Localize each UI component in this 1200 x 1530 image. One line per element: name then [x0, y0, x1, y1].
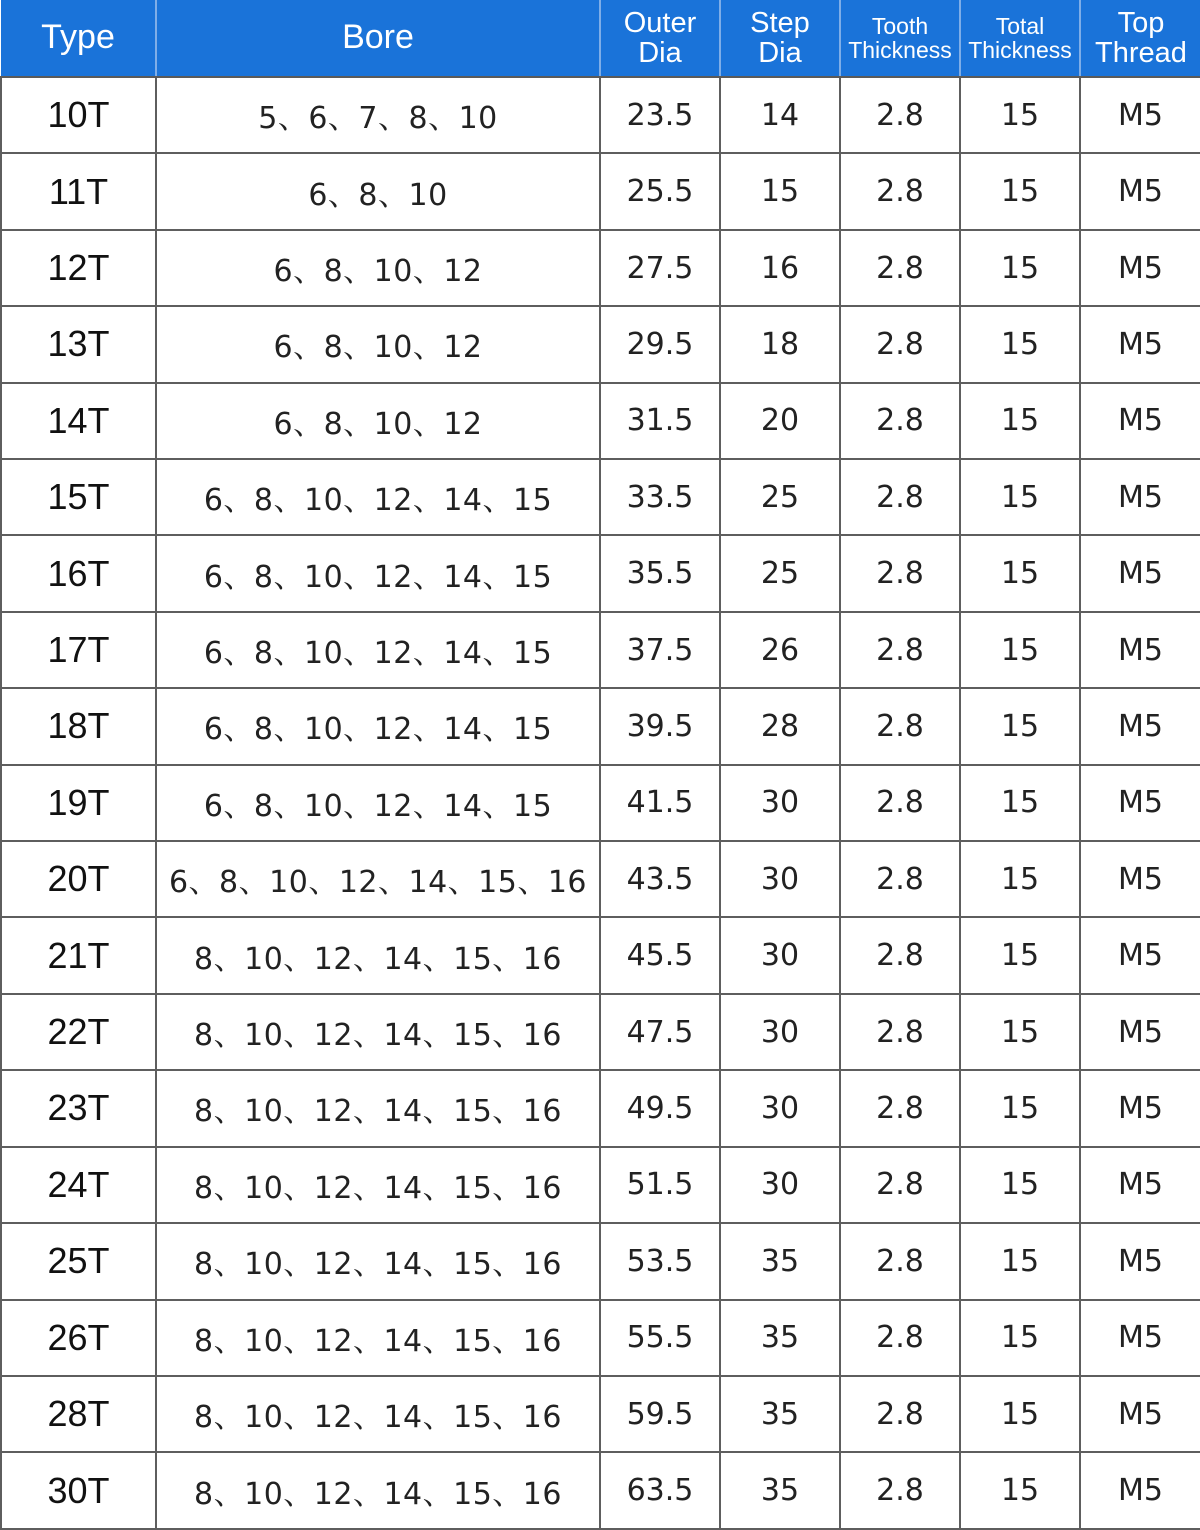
cell-bore: 8、10、12、14、15、16: [156, 1223, 600, 1299]
cell-tooth-thickness: 2.8: [840, 841, 960, 917]
table-row: [1, 459, 1200, 535]
cell-step-dia: 35: [720, 1300, 840, 1376]
header-step-dia: [720, 0, 840, 77]
cell-tooth-thickness: 2.8: [840, 688, 960, 764]
cell-top-thread: M5: [1080, 1300, 1200, 1376]
cell-type: 20T: [1, 841, 156, 917]
cell-type: 14T: [1, 383, 156, 459]
cell-total-thickness: 15: [960, 77, 1080, 153]
cell-type: 26T: [1, 1300, 156, 1376]
cell-bore: 6、8、10、12: [156, 306, 600, 382]
cell-bore: 8、10、12、14、15、16: [156, 1300, 600, 1376]
cell-tooth-thickness: 2.8: [840, 994, 960, 1070]
cell-type: 10T: [1, 77, 156, 153]
table-row: [1, 688, 1200, 764]
cell-step-dia: 14: [720, 77, 840, 153]
cell-type: 25T: [1, 1223, 156, 1299]
cell-total-thickness: 15: [960, 383, 1080, 459]
cell-outer-dia: 37.5: [600, 612, 720, 688]
cell-outer-dia: 63.5: [600, 1452, 720, 1529]
cell-bore: 6、8、10、12、14、15: [156, 535, 600, 611]
cell-outer-dia: 45.5: [600, 917, 720, 993]
header-step-dia-line-1: Step: [750, 6, 810, 39]
cell-step-dia: 16: [720, 230, 840, 306]
cell-outer-dia: 31.5: [600, 383, 720, 459]
cell-tooth-thickness: 2.8: [840, 1452, 960, 1529]
cell-tooth-thickness: 2.8: [840, 153, 960, 229]
cell-total-thickness: 15: [960, 841, 1080, 917]
cell-total-thickness: 15: [960, 1223, 1080, 1299]
cell-top-thread: M5: [1080, 1452, 1200, 1529]
cell-type: 12T: [1, 230, 156, 306]
header-top-thread-line-2: Thread: [1095, 37, 1187, 69]
cell-bore: 8、10、12、14、15、16: [156, 1452, 600, 1529]
cell-outer-dia: 47.5: [600, 994, 720, 1070]
cell-tooth-thickness: 2.8: [840, 917, 960, 993]
table-header: [1, 0, 1200, 77]
table-row: [1, 917, 1200, 993]
cell-total-thickness: 15: [960, 306, 1080, 382]
cell-outer-dia: 49.5: [600, 1070, 720, 1146]
cell-type: 15T: [1, 459, 156, 535]
cell-top-thread: M5: [1080, 230, 1200, 306]
cell-outer-dia: 29.5: [600, 306, 720, 382]
cell-type: 30T: [1, 1452, 156, 1529]
cell-top-thread: M5: [1080, 535, 1200, 611]
cell-total-thickness: 15: [960, 1300, 1080, 1376]
cell-type: 23T: [1, 1070, 156, 1146]
cell-top-thread: M5: [1080, 994, 1200, 1070]
cell-tooth-thickness: 2.8: [840, 535, 960, 611]
cell-top-thread: M5: [1080, 77, 1200, 153]
cell-type: 19T: [1, 765, 156, 841]
cell-top-thread: M5: [1080, 917, 1200, 993]
table-row: [1, 77, 1200, 153]
header-total-thickness-line-2: Thickness: [968, 37, 1072, 63]
cell-total-thickness: 15: [960, 1376, 1080, 1452]
table-row: [1, 383, 1200, 459]
cell-tooth-thickness: 2.8: [840, 1070, 960, 1146]
cell-top-thread: M5: [1080, 612, 1200, 688]
cell-bore: 8、10、12、14、15、16: [156, 994, 600, 1070]
cell-step-dia: 30: [720, 1070, 840, 1146]
cell-tooth-thickness: 2.8: [840, 77, 960, 153]
cell-outer-dia: 33.5: [600, 459, 720, 535]
table-row: [1, 535, 1200, 611]
header-bore-label: Bore: [342, 18, 414, 57]
header-tooth-thickness-line-2: Thickness: [848, 37, 952, 63]
cell-tooth-thickness: 2.8: [840, 612, 960, 688]
table-row: [1, 1147, 1200, 1223]
cell-bore: 6、8、10: [156, 153, 600, 229]
table-row: [1, 1070, 1200, 1146]
cell-outer-dia: 43.5: [600, 841, 720, 917]
cell-step-dia: 30: [720, 994, 840, 1070]
cell-top-thread: M5: [1080, 1376, 1200, 1452]
cell-total-thickness: 15: [960, 1147, 1080, 1223]
cell-outer-dia: 51.5: [600, 1147, 720, 1223]
cell-tooth-thickness: 2.8: [840, 765, 960, 841]
cell-total-thickness: 15: [960, 1452, 1080, 1529]
cell-type: 16T: [1, 535, 156, 611]
cell-tooth-thickness: 2.8: [840, 306, 960, 382]
cell-bore: 6、8、10、12: [156, 383, 600, 459]
cell-total-thickness: 15: [960, 994, 1080, 1070]
cell-total-thickness: 15: [960, 765, 1080, 841]
header-type-label: Type: [41, 18, 115, 57]
cell-outer-dia: 35.5: [600, 535, 720, 611]
cell-top-thread: M5: [1080, 153, 1200, 229]
header-bore: [156, 0, 600, 77]
cell-outer-dia: 59.5: [600, 1376, 720, 1452]
table-row: [1, 1223, 1200, 1299]
cell-type: 28T: [1, 1376, 156, 1452]
table-row: [1, 1452, 1200, 1529]
cell-step-dia: 25: [720, 535, 840, 611]
header-type: [1, 0, 156, 77]
cell-type: 17T: [1, 612, 156, 688]
cell-top-thread: M5: [1080, 1223, 1200, 1299]
cell-step-dia: 30: [720, 841, 840, 917]
cell-outer-dia: 55.5: [600, 1300, 720, 1376]
header-row: [1, 0, 1200, 77]
cell-top-thread: M5: [1080, 1147, 1200, 1223]
cell-type: 24T: [1, 1147, 156, 1223]
header-tooth-thickness: [840, 0, 960, 77]
cell-step-dia: 35: [720, 1376, 840, 1452]
cell-outer-dia: 25.5: [600, 153, 720, 229]
cell-type: 18T: [1, 688, 156, 764]
cell-tooth-thickness: 2.8: [840, 1376, 960, 1452]
table-row: [1, 841, 1200, 917]
cell-tooth-thickness: 2.8: [840, 1147, 960, 1223]
cell-tooth-thickness: 2.8: [840, 459, 960, 535]
header-outer-dia: [600, 0, 720, 77]
cell-tooth-thickness: 2.8: [840, 230, 960, 306]
cell-step-dia: 30: [720, 917, 840, 993]
cell-outer-dia: 53.5: [600, 1223, 720, 1299]
cell-step-dia: 35: [720, 1223, 840, 1299]
cell-total-thickness: 15: [960, 917, 1080, 993]
cell-top-thread: M5: [1080, 841, 1200, 917]
cell-bore: 6、8、10、12: [156, 230, 600, 306]
cell-step-dia: 30: [720, 1147, 840, 1223]
cell-total-thickness: 15: [960, 459, 1080, 535]
cell-outer-dia: 23.5: [600, 77, 720, 153]
table-row: [1, 230, 1200, 306]
header-total-thickness-line-1: Total: [995, 12, 1045, 39]
cell-type: 22T: [1, 994, 156, 1070]
cell-bore: 6、8、10、12、14、15: [156, 688, 600, 764]
cell-step-dia: 30: [720, 765, 840, 841]
cell-tooth-thickness: 2.8: [840, 383, 960, 459]
table-row: [1, 765, 1200, 841]
header-total-thickness: [960, 0, 1080, 77]
cell-step-dia: 35: [720, 1452, 840, 1529]
cell-tooth-thickness: 2.8: [840, 1300, 960, 1376]
cell-top-thread: M5: [1080, 688, 1200, 764]
cell-bore: 8、10、12、14、15、16: [156, 1376, 600, 1452]
header-outer-dia-line-2: Dia: [638, 37, 682, 69]
cell-step-dia: 18: [720, 306, 840, 382]
table-row: [1, 153, 1200, 229]
table-row: [1, 1376, 1200, 1452]
table-row: [1, 306, 1200, 382]
cell-top-thread: M5: [1080, 459, 1200, 535]
header-step-dia-line-2: Dia: [758, 37, 802, 69]
cell-total-thickness: 15: [960, 535, 1080, 611]
cell-outer-dia: 27.5: [600, 230, 720, 306]
cell-total-thickness: 15: [960, 1070, 1080, 1146]
cell-outer-dia: 41.5: [600, 765, 720, 841]
cell-bore: 8、10、12、14、15、16: [156, 1070, 600, 1146]
table-row: [1, 1300, 1200, 1376]
cell-bore: 6、8、10、12、14、15: [156, 612, 600, 688]
cell-outer-dia: 39.5: [600, 688, 720, 764]
cell-total-thickness: 15: [960, 612, 1080, 688]
cell-bore: 6、8、10、12、14、15、16: [156, 841, 600, 917]
cell-step-dia: 20: [720, 383, 840, 459]
cell-type: 13T: [1, 306, 156, 382]
table-body: [1, 77, 1200, 1529]
cell-bore: 5、6、7、8、10: [156, 77, 600, 153]
header-tooth-thickness-line-1: Tooth: [871, 12, 929, 39]
cell-type: 21T: [1, 917, 156, 993]
cell-bore: 8、10、12、14、15、16: [156, 917, 600, 993]
cell-top-thread: M5: [1080, 383, 1200, 459]
cell-bore: 6、8、10、12、14、15: [156, 459, 600, 535]
cell-step-dia: 15: [720, 153, 840, 229]
cell-type: 11T: [1, 153, 156, 229]
header-outer-dia-line-1: Outer: [623, 6, 697, 39]
cell-total-thickness: 15: [960, 230, 1080, 306]
header-top-thread: [1080, 0, 1200, 77]
header-top-thread-line-1: Top: [1117, 6, 1165, 39]
cell-step-dia: 26: [720, 612, 840, 688]
cell-total-thickness: 15: [960, 153, 1080, 229]
cell-top-thread: M5: [1080, 306, 1200, 382]
cell-step-dia: 28: [720, 688, 840, 764]
cell-total-thickness: 15: [960, 688, 1080, 764]
cell-step-dia: 25: [720, 459, 840, 535]
cell-bore: 6、8、10、12、14、15: [156, 765, 600, 841]
table-row: [1, 994, 1200, 1070]
table-row: [1, 612, 1200, 688]
cell-top-thread: M5: [1080, 1070, 1200, 1146]
cell-tooth-thickness: 2.8: [840, 1223, 960, 1299]
cell-top-thread: M5: [1080, 765, 1200, 841]
cell-bore: 8、10、12、14、15、16: [156, 1147, 600, 1223]
